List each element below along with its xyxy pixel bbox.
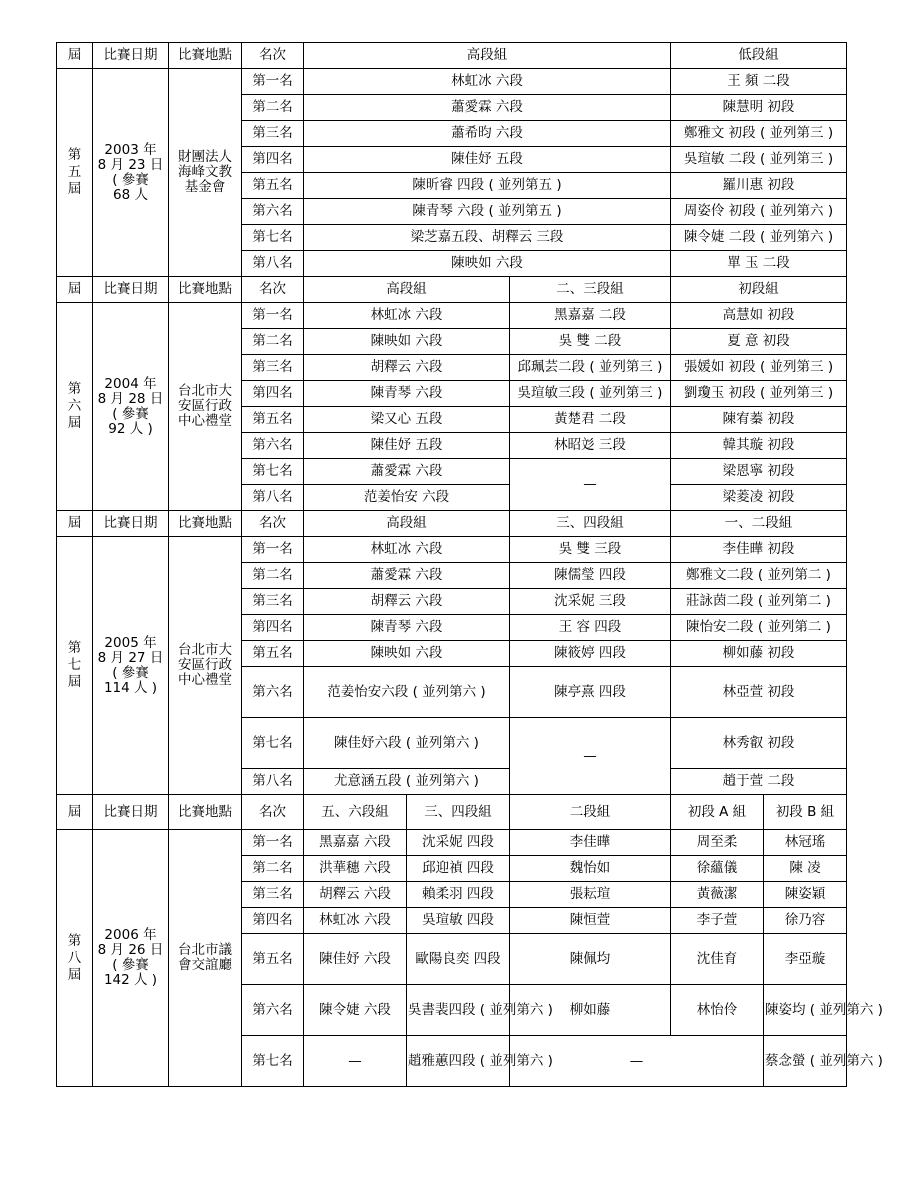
- result-cell: 李佳曄 初段: [671, 537, 847, 563]
- result-cell: 林虹冰 六段: [304, 69, 671, 95]
- rank-cell: 第三名: [242, 589, 304, 615]
- result-cell: 李佳曄: [510, 830, 671, 856]
- result-cell: 吳瑄敏 四段: [407, 908, 510, 934]
- rank-cell: 第六名: [242, 433, 304, 459]
- header-row: [57, 795, 847, 830]
- rank-cell: 第四名: [242, 615, 304, 641]
- result-cell: 林虹冰 六段: [304, 908, 407, 934]
- rank-cell: 第五名: [242, 934, 304, 985]
- rank-cell: 第七名: [242, 225, 304, 251]
- result-cell: 吳 雙 三段: [510, 537, 671, 563]
- result-cell: 吳瑄敏 二段 ( 並列第三 ): [671, 147, 847, 173]
- result-cell: 吳書裴四段 ( 並列第六 ): [407, 985, 510, 1036]
- result-cell: 邱迎禎 四段: [407, 856, 510, 882]
- result-cell: 莊詠茵二段 ( 並列第二 ): [671, 589, 847, 615]
- result-cell: 劉瓊玉 初段 ( 並列第三 ): [671, 381, 847, 407]
- result-cell: 陳姿穎: [764, 882, 847, 908]
- header-date: 比賽日期: [93, 277, 169, 303]
- result-cell: 陳儒瑩 四段: [510, 563, 671, 589]
- group-header: 高段組: [304, 277, 510, 303]
- rank-cell: 第八名: [242, 769, 304, 795]
- group-header: 初段組: [671, 277, 847, 303]
- result-cell: 蕭愛霖 六段: [304, 95, 671, 121]
- header-row: [57, 43, 847, 69]
- header-edition: 屆: [57, 511, 93, 537]
- result-cell: 張耘瑄: [510, 882, 671, 908]
- rank-cell: 第五名: [242, 407, 304, 433]
- table-row: [57, 830, 847, 856]
- rank-cell: 第二名: [242, 856, 304, 882]
- result-cell: 王 頻 二段: [671, 69, 847, 95]
- result-cell: 黑嘉嘉 二段: [510, 303, 671, 329]
- result-cell: 黑嘉嘉 六段: [304, 830, 407, 856]
- result-cell: 洪華穗 六段: [304, 856, 407, 882]
- result-cell: 歐陽良奕 四段: [407, 934, 510, 985]
- result-cell: 胡釋云 六段: [304, 882, 407, 908]
- result-cell: 林昭彣 三段: [510, 433, 671, 459]
- result-cell: 李亞璇: [764, 934, 847, 985]
- result-cell: 陳佳妤 五段: [304, 147, 671, 173]
- result-cell: 陳映如 六段: [304, 329, 510, 355]
- result-cell: 梁恩寧 初段: [671, 459, 847, 485]
- rank-cell: 第七名: [242, 1036, 304, 1087]
- header-row: [57, 511, 847, 537]
- result-cell: 梁菱凌 初段: [671, 485, 847, 511]
- result-cell: 柳如藤 初段: [671, 641, 847, 667]
- result-cell: 陳宥蓁 初段: [671, 407, 847, 433]
- rank-cell: 第八名: [242, 485, 304, 511]
- result-cell: 梁又心 五段: [304, 407, 510, 433]
- date-cell: 2005 年 8 月 27 日 ( 參賽 114 人 ): [93, 537, 169, 795]
- result-cell: 韓其璇 初段: [671, 433, 847, 459]
- result-cell: 沈采妮 四段: [407, 830, 510, 856]
- result-cell: 陳恒萱: [510, 908, 671, 934]
- result-cell: 陳怡安二段 ( 並列第二 ): [671, 615, 847, 641]
- header-venue: 比賽地點: [169, 511, 242, 537]
- rank-cell: 第七名: [242, 459, 304, 485]
- rank-cell: 第二名: [242, 563, 304, 589]
- venue-cell: 台北市大 安區行政 中心禮堂: [169, 537, 242, 795]
- edition-cell: 第七屆: [57, 537, 93, 795]
- rank-cell: 第一名: [242, 537, 304, 563]
- result-cell: 鄭雅文二段 ( 並列第二 ): [671, 563, 847, 589]
- result-cell: 趙于萱 二段: [671, 769, 847, 795]
- rank-cell: 第一名: [242, 303, 304, 329]
- header-rank: 名次: [242, 277, 304, 303]
- result-cell: 鄭雅文 初段 ( 並列第三 ): [671, 121, 847, 147]
- result-cell: 黃薇潔: [671, 882, 764, 908]
- rank-cell: 第七名: [242, 718, 304, 769]
- result-cell: 蔡念螢 ( 並列第六 ): [764, 1036, 847, 1087]
- result-cell: 陳令婕 六段: [304, 985, 407, 1036]
- result-cell: 陳映如 六段: [304, 641, 510, 667]
- rank-cell: 第六名: [242, 199, 304, 225]
- result-cell: 高慧如 初段: [671, 303, 847, 329]
- rank-cell: 第一名: [242, 69, 304, 95]
- group-header: 三、四段組: [510, 511, 671, 537]
- result-cell: 徐乃容: [764, 908, 847, 934]
- result-cell: —: [304, 1036, 407, 1087]
- result-cell: 尤意涵五段 ( 並列第六 ): [304, 769, 510, 795]
- result-cell: 沈佳育: [671, 934, 764, 985]
- result-cell: 陳佳妤六段 ( 並列第六 ): [304, 718, 510, 769]
- rank-cell: 第六名: [242, 985, 304, 1036]
- header-date: 比賽日期: [93, 795, 169, 830]
- result-cell: 陳青琴 六段 ( 並列第五 ): [304, 199, 671, 225]
- header-rank: 名次: [242, 795, 304, 830]
- result-cell: 邱珮芸二段 ( 並列第三 ): [510, 355, 671, 381]
- result-cell: 陳姿均 ( 並列第六 ): [764, 985, 847, 1036]
- header-date: 比賽日期: [93, 43, 169, 69]
- edition-cell: 第八屆: [57, 830, 93, 1087]
- group-header: 高段組: [304, 511, 510, 537]
- venue-cell: 財團法人 海峰文教 基金會: [169, 69, 242, 277]
- result-cell: 陳亭熹 四段: [510, 667, 671, 718]
- header-row: [57, 277, 847, 303]
- rank-cell: 第六名: [242, 667, 304, 718]
- group-header: 五、六段組: [304, 795, 407, 830]
- header-venue: 比賽地點: [169, 277, 242, 303]
- header-rank: 名次: [242, 511, 304, 537]
- result-cell: 胡釋云 六段: [304, 355, 510, 381]
- result-cell: 陳慧明 初段: [671, 95, 847, 121]
- header-date: 比賽日期: [93, 511, 169, 537]
- group-header: 二段組: [510, 795, 671, 830]
- result-cell: 周姿伶 初段 ( 並列第六 ): [671, 199, 847, 225]
- result-cell: 陳筱婷 四段: [510, 641, 671, 667]
- group-header: 低段組: [671, 43, 847, 69]
- venue-cell: 台北市大 安區行政 中心禮堂: [169, 303, 242, 511]
- result-cell: 單 玉 二段: [671, 251, 847, 277]
- header-rank: 名次: [242, 43, 304, 69]
- result-cell: 陳令婕 二段 ( 並列第六 ): [671, 225, 847, 251]
- result-cell: 李子萱: [671, 908, 764, 934]
- date-cell: 2006 年 8 月 26 日 ( 參賽 142 人 ): [93, 830, 169, 1087]
- result-cell: —: [510, 459, 671, 511]
- result-cell: 林秀叡 初段: [671, 718, 847, 769]
- rank-cell: 第四名: [242, 147, 304, 173]
- header-venue: 比賽地點: [169, 43, 242, 69]
- rank-cell: 第一名: [242, 830, 304, 856]
- venue-cell: 台北市議 會交誼廳: [169, 830, 242, 1087]
- result-cell: 陳昕睿 四段 ( 並列第五 ): [304, 173, 671, 199]
- result-cell: 梁芝嘉五段、胡釋云 三段: [304, 225, 671, 251]
- table-row: [57, 537, 847, 563]
- result-cell: 陳佳妤 六段: [304, 934, 407, 985]
- group-header: 二、三段組: [510, 277, 671, 303]
- result-cell: 陳映如 六段: [304, 251, 671, 277]
- result-cell: 柳如藤: [510, 985, 671, 1036]
- result-cell: 賴柔羽 四段: [407, 882, 510, 908]
- result-cell: 林虹冰 六段: [304, 537, 510, 563]
- rank-cell: 第八名: [242, 251, 304, 277]
- rank-cell: 第四名: [242, 908, 304, 934]
- header-edition: 屆: [57, 277, 93, 303]
- rank-cell: 第五名: [242, 173, 304, 199]
- group-header: 一、二段組: [671, 511, 847, 537]
- group-header: 初段 A 組: [671, 795, 764, 830]
- date-cell: 2003 年 8 月 23 日 ( 參賽 68 人: [93, 69, 169, 277]
- date-cell: 2004 年 8 月 28 日 ( 參賽 92 人 ): [93, 303, 169, 511]
- rank-cell: 第三名: [242, 121, 304, 147]
- rank-cell: 第三名: [242, 355, 304, 381]
- result-cell: 魏怡如: [510, 856, 671, 882]
- result-cell: 吳 雙 二段: [510, 329, 671, 355]
- result-cell: 林怡伶: [671, 985, 764, 1036]
- rank-cell: 第三名: [242, 882, 304, 908]
- rank-cell: 第五名: [242, 641, 304, 667]
- result-cell: 陳佩均: [510, 934, 671, 985]
- result-cell: 范姜怡安六段 ( 並列第六 ): [304, 667, 510, 718]
- result-cell: 趙雅蕙四段 ( 並列第六 ): [407, 1036, 510, 1087]
- result-cell: 林亞萱 初段: [671, 667, 847, 718]
- result-cell: 蕭愛霖 六段: [304, 459, 510, 485]
- group-header: 高段組: [304, 43, 671, 69]
- header-edition: 屆: [57, 795, 93, 830]
- result-cell: 蕭愛霖 六段: [304, 563, 510, 589]
- result-cell: —: [510, 718, 671, 795]
- results-table: [56, 42, 883, 1087]
- result-cell: 周至柔: [671, 830, 764, 856]
- result-cell: 黃楚君 二段: [510, 407, 671, 433]
- result-cell: 范姜怡安 六段: [304, 485, 510, 511]
- group-header: 初段 B 組: [764, 795, 847, 830]
- rank-cell: 第二名: [242, 329, 304, 355]
- header-edition: 屆: [57, 43, 93, 69]
- rank-cell: 第四名: [242, 381, 304, 407]
- result-cell: 胡釋云 六段: [304, 589, 510, 615]
- result-cell: 林虹冰 六段: [304, 303, 510, 329]
- edition-cell: 第六屆: [57, 303, 93, 511]
- result-cell: 林冠瑤: [764, 830, 847, 856]
- result-cell: 吳瑄敏三段 ( 並列第三 ): [510, 381, 671, 407]
- group-header: 三、四段組: [407, 795, 510, 830]
- result-cell: 陳青琴 六段: [304, 381, 510, 407]
- result-cell: 張媛如 初段 ( 並列第三 ): [671, 355, 847, 381]
- result-cell: 沈采妮 三段: [510, 589, 671, 615]
- result-cell: 王 容 四段: [510, 615, 671, 641]
- result-cell: 羅川惠 初段: [671, 173, 847, 199]
- result-cell: 陳佳妤 五段: [304, 433, 510, 459]
- edition-cell: 第五屆: [57, 69, 93, 277]
- result-cell: 徐蘊儀: [671, 856, 764, 882]
- table-row: [57, 69, 847, 95]
- result-cell: —: [510, 1036, 764, 1087]
- result-cell: 夏 意 初段: [671, 329, 847, 355]
- result-cell: 陳 凌: [764, 856, 847, 882]
- rank-cell: 第二名: [242, 95, 304, 121]
- result-cell: 蕭希昀 六段: [304, 121, 671, 147]
- result-cell: 陳青琴 六段: [304, 615, 510, 641]
- table-row: [57, 303, 847, 329]
- header-venue: 比賽地點: [169, 795, 242, 830]
